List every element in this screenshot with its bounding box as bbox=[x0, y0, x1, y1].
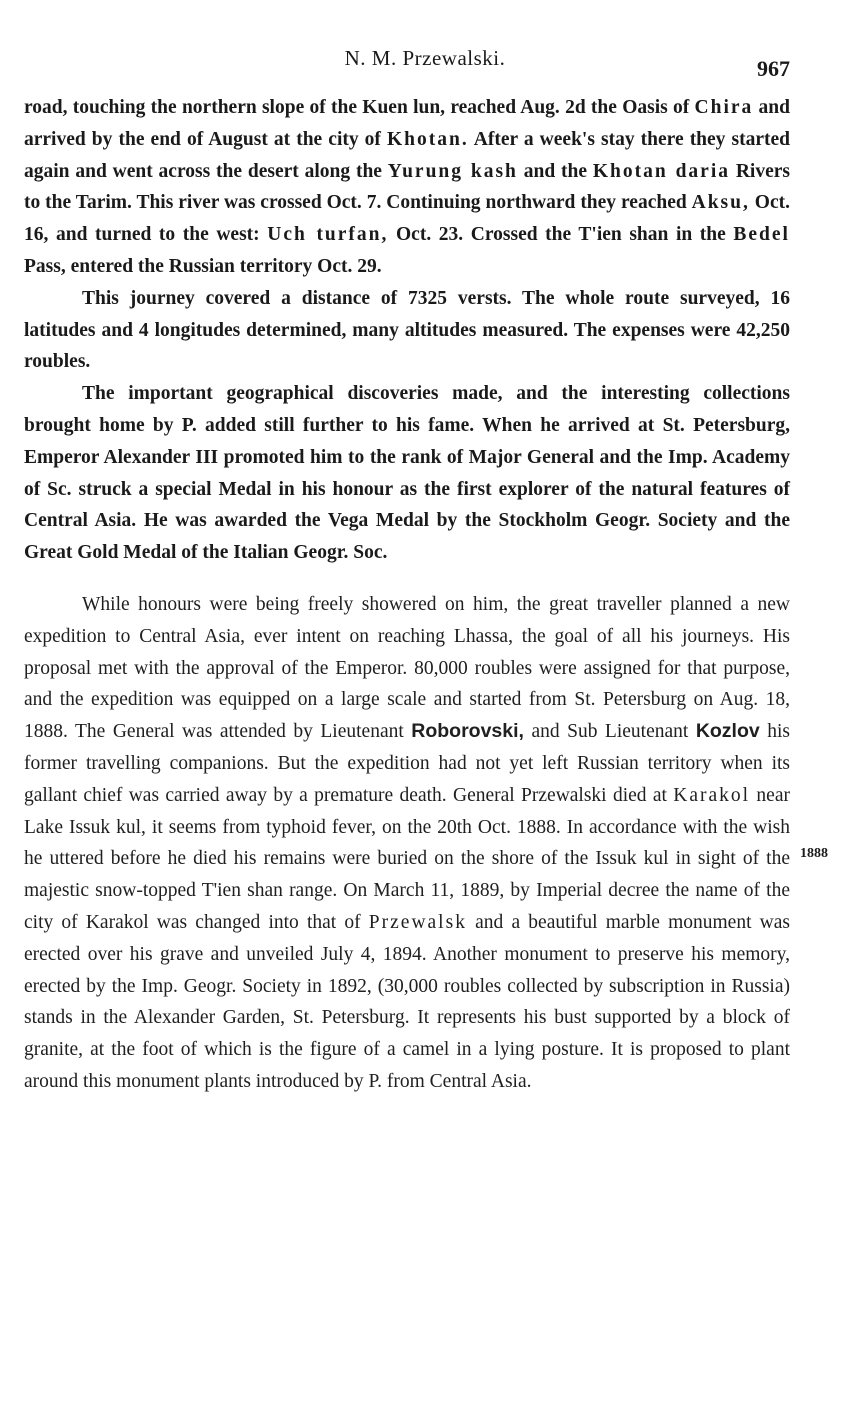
place-name: Yurung kash bbox=[387, 160, 518, 182]
text-run: near Lake Issuk kul, it seems from typhoid fever, on the 20th Oct. 1888. In accordance with the wish he uttered before he died his remains were buried on the shore of the Issuk kul in sight of the majestic snow-topped T'ien shan range. On March 11, 1889, by Imperial decree the name of the city of Karakol was changed into that of bbox=[24, 784, 790, 933]
text-run: Oct. 16, and turned to the west: bbox=[24, 192, 790, 246]
text-run: After a week's stay there they started again and went across the desert along the bbox=[24, 128, 790, 182]
place-name: Przewalsk bbox=[368, 911, 467, 933]
running-head: N. M. Przewalski. bbox=[344, 46, 506, 70]
text-run: and the bbox=[517, 160, 593, 182]
place-name: Karakol bbox=[673, 784, 751, 806]
person-name: Kozlov bbox=[695, 720, 760, 743]
text-run: Oct. 23. Crossed the T'ien shan in the bbox=[388, 224, 734, 246]
text-run: While honours were being freely showered on him, the great traveller planned a new expedition to Central Asia, ever intent on reaching Lhassa, the goal of all his journeys. His proposal met with the approval of the Emperor. 80,000 roubles were assigned for that purpose, and the expedition was equipped on a large scale and started from St. Petersburg on Aug. 18, 1888. The General was attended by Lieutenant bbox=[24, 593, 790, 743]
body-text bbox=[24, 92, 790, 1098]
text-run: and Sub Lieutenant bbox=[523, 721, 696, 743]
text-run: road, touching the northern slope of the Kuen lun, reached Aug. 2d the Oasis of bbox=[24, 97, 695, 118]
place-name: Aksu, bbox=[691, 192, 750, 214]
place-name: Uch turfan, bbox=[267, 224, 389, 246]
place-name: Khotan. bbox=[387, 128, 469, 150]
paragraph-journey-stats: This journey covered a distance of 7325 versts. The whole route surveyed, 16 latitudes and 4 longitudes determined, many altitudes measured. The expenses were 42,250 roubles. bbox=[24, 287, 790, 373]
paragraph-new-expedition bbox=[24, 589, 790, 1098]
text-run: and arrived by the end of August at the city of bbox=[24, 97, 790, 150]
place-name: Bedel bbox=[733, 224, 790, 246]
text-run: his former travelling companions. But the expedition had not yet left Russian territory when its gallant chief was carried away by a premature death. General Przewalski died at bbox=[24, 721, 790, 806]
text-run: Pass, entered the Russian territory Oct. 29. bbox=[24, 255, 382, 277]
margin-year-note: 1888 bbox=[800, 846, 828, 861]
paragraph-discoveries: The important geographical discoveries made, and the interesting collections brought home by P. added still further to his fame. When he arrived at St. Petersburg, Emperor Alexander III promoted him to the rank of Major General and the Imp. Academy of Sc. struck a special Medal in his honour as the first explorer of the natural features of Central Asia. He was awarded the Vega Medal by the Stockholm Geogr. Society and the Great Gold Medal of the Italian Geogr. Soc. bbox=[24, 383, 790, 564]
place-name: Khotan daria bbox=[592, 160, 730, 182]
place-name: Chira bbox=[694, 97, 754, 118]
text-run: Rivers to the Tarim. This river was crossed Oct. 7. Continuing northward they reached bbox=[24, 160, 790, 214]
text-run: and a beautiful marble monument was erected over his grave and unveiled July 4, 1894. Another monument to preserve his memory, erected by the Imp. Geogr. Society in 1892, (30,000 roubles collected by subscription in Russia) stands in the Alexander Garden, St. Petersburg. It represents his bust supported by a block of granite, at the foot of which is the figure of a camel in a lying posture. It is proposed to plant around this monument plants introduced by P. from Central Asia. bbox=[24, 911, 790, 1092]
paragraph-route bbox=[24, 92, 790, 283]
page-number: 967 bbox=[757, 56, 790, 81]
person-name: Roborovski, bbox=[411, 720, 524, 743]
page-header bbox=[0, 44, 850, 84]
